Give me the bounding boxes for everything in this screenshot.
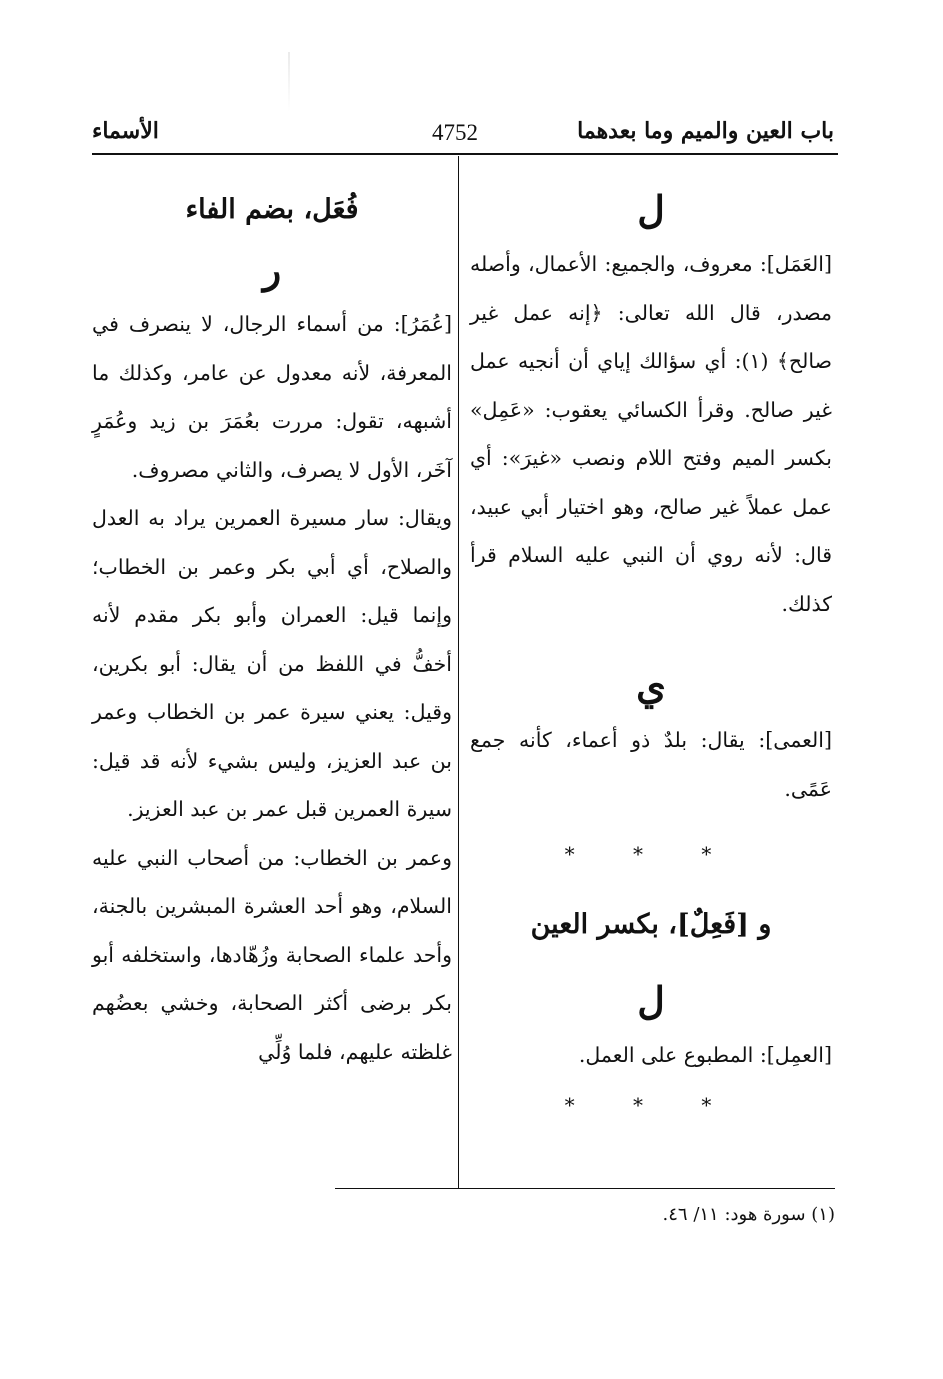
entry-al-ama: [العمى]: يقال: بلدٌ ذو أعماء، كأنه جمع عَمًى. — [470, 728, 832, 801]
entry-umar-ibn-al-khattab: وعمر بن الخطاب: من أصحاب النبي عليه السلام، وهو أحد العشرة المبشرين بالجنة، وأحد علماء الصحابة وزُهّادها، واستخلفه أبو بكر برضى أكثر الصحابة، وخشي بعضُهم غلظته عليهم، فلما وُلِّي — [92, 845, 452, 1064]
letter-heading-lam: ل — [637, 187, 665, 232]
section-separator: * * * — [564, 842, 738, 866]
letter-heading-ra: ر — [262, 247, 282, 292]
section-title-faeil: و [فَعِلٌ]، بكسر العين — [530, 909, 772, 940]
page-header — [92, 112, 834, 152]
column-divider — [458, 156, 459, 1188]
section-separator-2: * * * — [564, 1092, 738, 1117]
entry-umar: [عُمَرُ]: من أسماء الرجال، لا ينصرف في المعرفة، لأنه معدول عن عامر، وكذلك ما أشبهه، تقول: مررت بعُمَرَ بن زيد وعُمَرٍ آخَر، الأول لا يصرف، والثاني مصروف. — [92, 312, 452, 482]
entry-al-amil: [العمِل]: المطبوع على العمل. — [578, 1043, 832, 1067]
left-column — [92, 180, 452, 1076]
scan-mark — [288, 52, 290, 112]
right-column — [470, 180, 832, 1130]
footnote: (١) سورة هود: ١١/ ٤٦. — [662, 1204, 835, 1225]
section-running-title: الأسماء — [92, 118, 159, 144]
entry-al-amal: [العَمَل]: معروف، والجميع: الأعمال، وأصله مصدر، قال الله تعالى: ﴿إنه عمل غير صالح﴾ (١): أي سؤالك إياي أن أنجيه عمل غير صالح. وقرأ الكسائي يعقوب: «عَمِل» بكسر الميم وفتح اللام ونصب «غيرَ»: أي عمل عملاً غير صالح، وهو اختيار أبي عبيد، قال: لأنه روي أن النبي عليه السلام قرأ كذلك. — [470, 252, 832, 616]
entry-al-umarain: ويقال: سار مسيرة العمرين يراد به العدل والصلاح، أي أبي بكر وعمر بن الخطاب؛ وإنما قيل: العمران وأبو بكر مقدم لأنه أخفُّ في اللفظ من أن يقال: أبو بكرين، وقيل: يعني سيرة عمر بن الخطاب وعمر بن عبد العزيز، وليس بشيء لأنه قد قيل: سيرة العمرين قبل عمر بن عبد العزيز. — [92, 506, 452, 821]
chapter-title: باب العين والميم وما بعدهما — [577, 118, 834, 144]
header-rule — [92, 153, 838, 155]
footnote-rule — [335, 1188, 835, 1189]
section-title-fual: فُعَل، بضم الفاء — [185, 194, 359, 225]
letter-heading-lam-2: ل — [637, 978, 665, 1023]
letter-heading-ya: ي — [636, 663, 666, 708]
page-number: 4752 — [432, 120, 478, 145]
